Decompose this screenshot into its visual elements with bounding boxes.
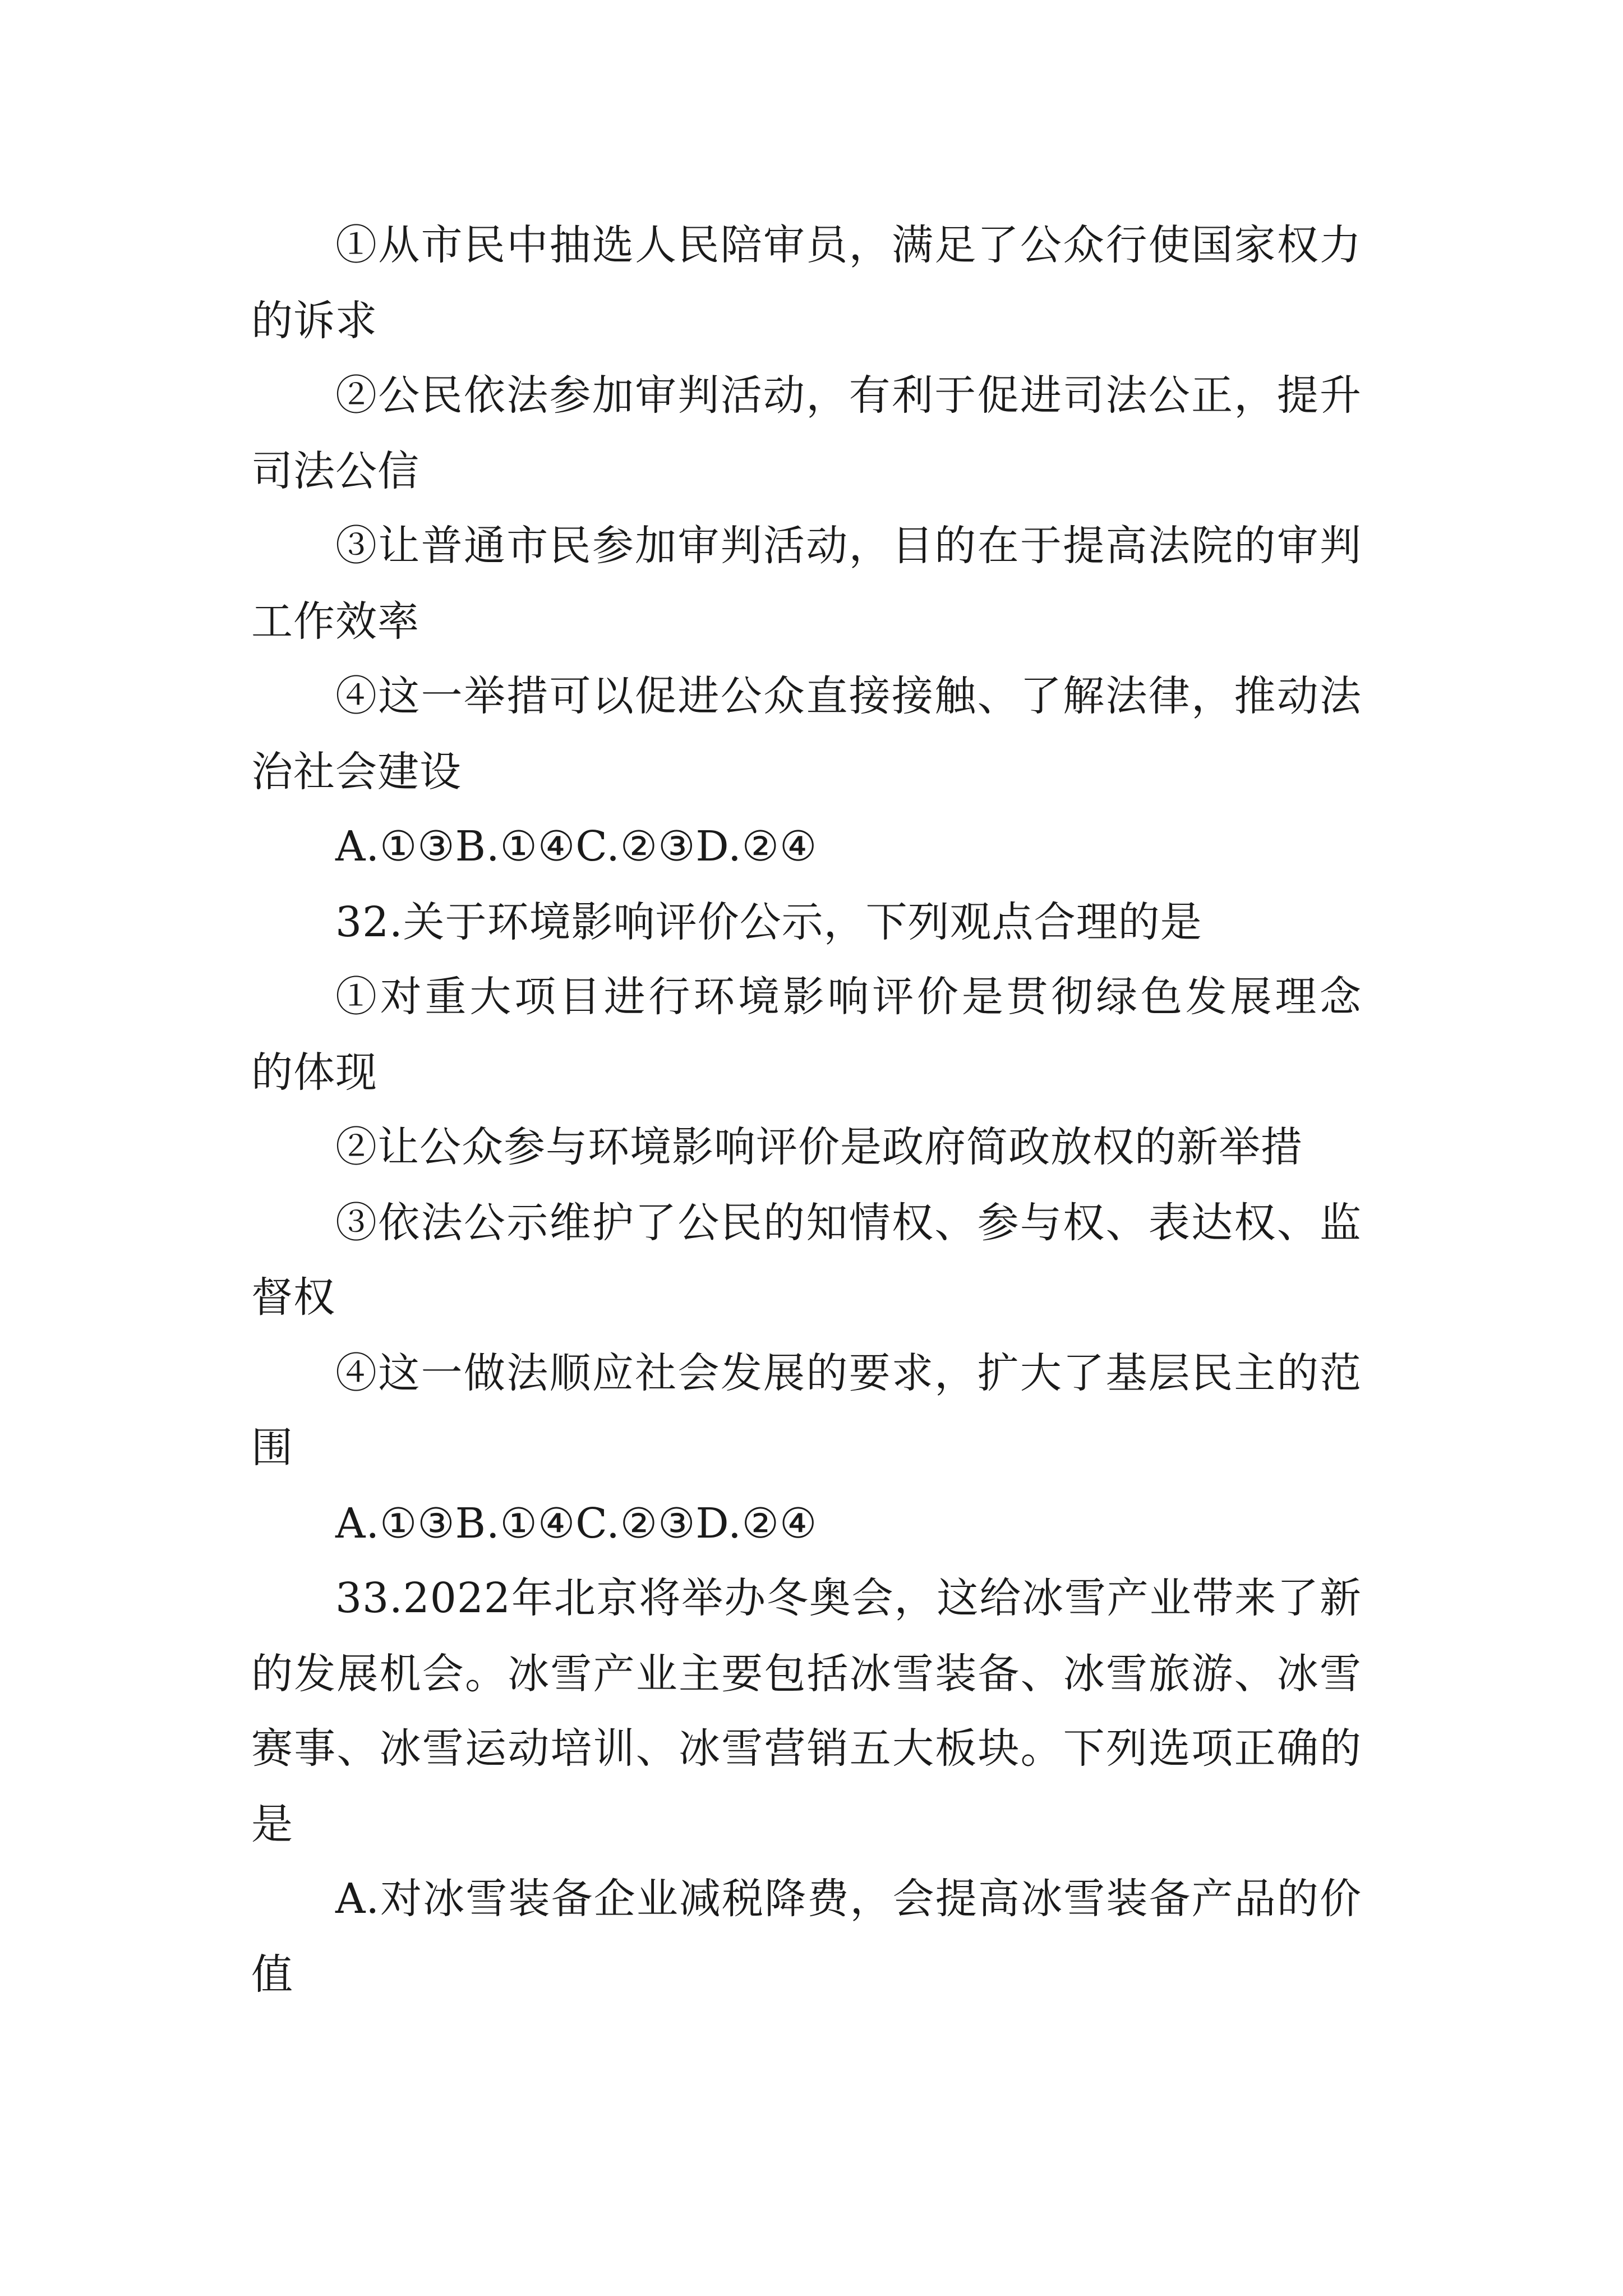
q31-option-3-line-2: 工作效率	[251, 597, 419, 646]
q33-stem-line-4: 是	[251, 1800, 293, 1848]
q33-option-a-line-1: A.对冰雪装备企业减税降费，会提高冰雪装备产品的价	[335, 1875, 1362, 1923]
q33-stem-line-3: 赛事、冰雪运动培训、冰雪营销五大板块。下列选项正确的	[251, 1724, 1362, 1773]
q33-stem-line-1: 33.2022年北京将举办冬奥会，这给冰雪产业带来了新	[335, 1574, 1362, 1622]
q31-option-3-line-1: ③让普通市民参加审判活动，目的在于提高法院的审判	[335, 522, 1362, 570]
q32-stem: 32.关于环境影响评价公示，下列观点合理的是	[335, 898, 1202, 946]
q32-option-4-line-2: 围	[251, 1424, 293, 1472]
q31-option-1-line-2: 的诉求	[251, 297, 377, 345]
q32-option-2: ②让公众参与环境影响评价是政府简政放权的新举措	[335, 1123, 1303, 1171]
q31-option-1-line-1: ①从市民中抽选人民陪审员，满足了公众行使国家权力	[335, 221, 1362, 269]
q32-option-1-line-2: 的体现	[251, 1048, 377, 1097]
q32-option-3-line-2: 督权	[251, 1273, 335, 1322]
q32-option-3-line-1: ③依法公示维护了公民的知情权、参与权、表达权、监	[335, 1199, 1362, 1247]
q32-answer-choices: A.①③B.①④C.②③D.②④	[335, 1499, 818, 1548]
q32-option-4-line-1: ④这一做法顺应社会发展的要求，扩大了基层民主的范	[335, 1349, 1362, 1397]
q33-stem-line-2: 的发展机会。冰雪产业主要包括冰雪装备、冰雪旅游、冰雪	[251, 1650, 1362, 1698]
q31-option-4-line-2: 治社会建设	[251, 748, 462, 796]
q33-option-a-line-2: 值	[251, 1950, 293, 1999]
q31-option-2-line-2: 司法公信	[251, 447, 419, 495]
q31-option-2-line-1: ②公民依法参加审判活动，有利于促进司法公正，提升	[335, 371, 1362, 420]
q31-answer-choices: A.①③B.①④C.②③D.②④	[335, 822, 818, 871]
q32-option-1-line-1: ①对重大项目进行环境影响评价是贯彻绿色发展理念	[335, 973, 1362, 1021]
q31-option-4-line-1: ④这一举措可以促进公众直接接触、了解法律，推动法	[335, 672, 1362, 720]
